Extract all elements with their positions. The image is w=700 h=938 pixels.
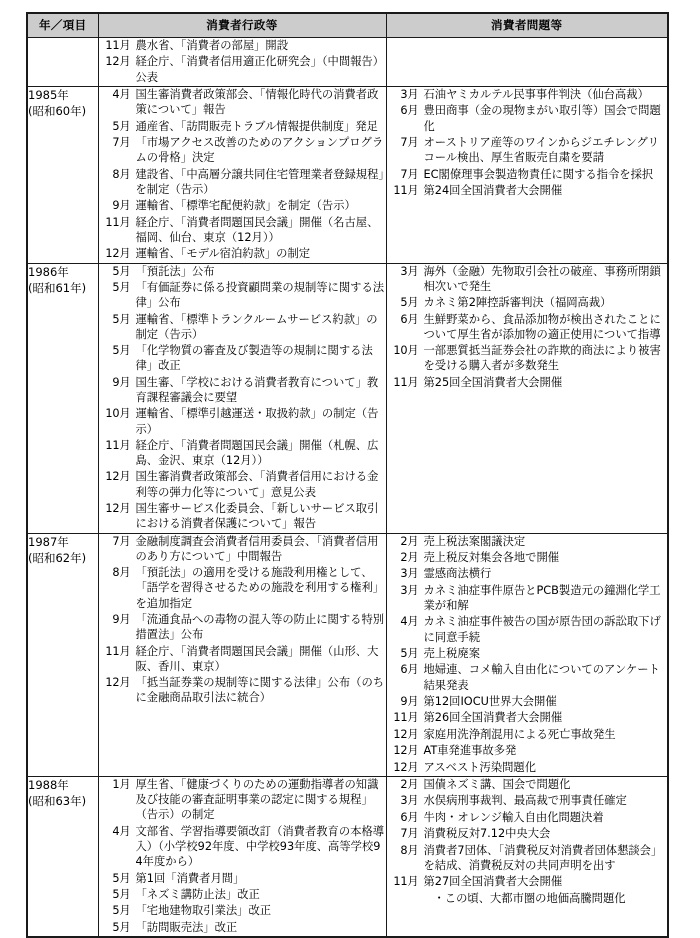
- event-text: 経企庁、「消費者信用適正化研究会」（中間報告）公表: [135, 55, 385, 84]
- event-month: 5月: [112, 119, 131, 133]
- event-month: 11月: [393, 875, 419, 889]
- event-month: 10月: [393, 344, 419, 358]
- event-month: 5月: [112, 344, 131, 358]
- event-entry: [99, 135, 386, 165]
- event-entry: [387, 743, 668, 758]
- event-entry: [387, 710, 668, 725]
- event-month: 11月: [105, 438, 131, 452]
- event-month: 12月: [393, 727, 419, 741]
- event-month: 2月: [400, 534, 419, 548]
- event-text: EC閣僚理事会製造物責任に関する指令を採択: [423, 167, 654, 181]
- event-month: 11月: [105, 39, 131, 52]
- event-entry: [99, 167, 386, 197]
- year-western: 1985年: [28, 87, 69, 102]
- event-text: 「抵当証券業の規制等に関する法律」公布（のちに金融商品取引法に統合）: [135, 676, 385, 705]
- event-entry: [387, 810, 668, 825]
- event-text: 国債ネズミ講、国会で問題化: [423, 777, 571, 791]
- event-text: 経企庁、「消費者問題国民会議」開催（札幌、広島、金沢、東京（12月））: [135, 438, 379, 468]
- event-month: 6月: [400, 104, 419, 118]
- event-text: 消費税反対7.12中央大会: [423, 827, 551, 841]
- event-text: カネミ油症事件被告の国が原告団の訴訟取下げに同意手続: [423, 615, 661, 644]
- event-month: 5月: [112, 312, 131, 326]
- event-entry: [99, 903, 386, 918]
- event-text: 「ネズミ講防止法」改正: [135, 887, 260, 901]
- event-entry: [99, 871, 386, 886]
- event-month: 2月: [400, 777, 419, 791]
- event-text: 国生審消費者政策部会、「消費者信用における金利等の弾力化等について」意見公表: [135, 470, 379, 499]
- column-header-year: 年／項目: [27, 13, 98, 38]
- event-text: 「流通食品への毒物の混入等の防止に関する特別措置法」公布: [135, 613, 385, 642]
- event-entry: [99, 824, 386, 870]
- event-entry: [99, 644, 386, 674]
- event-entry: [99, 87, 386, 117]
- table-body: [27, 38, 668, 938]
- table-row: [27, 776, 668, 937]
- consumer-administration-cell: [98, 38, 386, 87]
- event-month: 5月: [112, 904, 131, 918]
- header-row: [27, 13, 668, 38]
- event-month: 9月: [112, 199, 131, 213]
- event-month: 6月: [400, 312, 419, 326]
- event-text: 運輸省、「標準引越運送・取扱約款」の制定（告示）: [135, 407, 379, 436]
- event-text: 運輸省、「標準宅配便約款」を制定（告示）: [135, 199, 356, 213]
- year-western: 1986年: [28, 264, 69, 279]
- event-text: 生鮮野菜から、食品添加物が検出されたことについて厚生省が添加物の適正使用について指導: [423, 312, 661, 341]
- event-month: 10月: [105, 407, 131, 421]
- event-month: 7月: [400, 827, 419, 841]
- event-entry: [99, 54, 386, 84]
- event-entry: [387, 534, 668, 549]
- event-text: カネミ第2陣控訴審判決（福岡高裁）: [423, 296, 612, 310]
- event-month: 12月: [105, 55, 131, 69]
- event-text: 第25回全国消費者大会開催: [423, 375, 563, 389]
- event-list: [99, 777, 386, 935]
- event-text: 「預託法」の適用を受ける施設利用権として、「語学を習得させるための施設を利用する権利」を追加指定: [135, 566, 385, 610]
- event-text: 水俣病刑事裁判、最高裁で刑事責任確定: [423, 794, 627, 808]
- event-entry: [387, 614, 668, 644]
- event-text: 消費者7団体、「消費税反対消費者団体懇談会」を結成、消費税反対の共同声明を出す: [423, 843, 663, 872]
- event-entry: [387, 167, 668, 182]
- event-entry: [387, 826, 668, 841]
- event-text: オーストリア産等のワインからジエチレングリコール検出、厚生省販売自粛を要請: [423, 135, 660, 165]
- event-month: 4月: [112, 87, 131, 101]
- event-month: 8月: [112, 167, 131, 181]
- event-month: 3月: [400, 264, 419, 278]
- year-western: 1988年: [28, 777, 69, 792]
- consumer-issues-cell: [386, 263, 668, 533]
- event-month: 11月: [105, 215, 131, 229]
- event-list: [99, 534, 386, 706]
- event-text: 「訪問販売法」改正: [135, 920, 238, 934]
- year-era: (昭和61年): [28, 280, 87, 295]
- event-entry: [387, 103, 668, 133]
- event-entry: [387, 343, 668, 373]
- event-entry: [387, 375, 668, 390]
- event-month: 5月: [112, 871, 131, 885]
- event-entry: [387, 891, 668, 906]
- event-month: 9月: [400, 695, 419, 709]
- event-entry: [387, 135, 668, 165]
- event-text: ・この頃、大都市圏の地価高騰問題化: [433, 891, 626, 905]
- event-month: 11月: [393, 711, 419, 725]
- event-month: 3月: [400, 567, 419, 581]
- event-entry: [387, 662, 668, 692]
- event-entry: [387, 874, 668, 889]
- event-text: アスベスト汚染問題化: [423, 760, 537, 774]
- event-list: [387, 87, 668, 198]
- table-row: [27, 533, 668, 776]
- event-text: 売上税反対集会各地で開催: [423, 551, 560, 565]
- event-month: 5月: [400, 296, 419, 310]
- column-header-consumer-administration: 消費者行政等: [98, 13, 386, 38]
- event-month: 5月: [112, 887, 131, 901]
- event-entry: [99, 312, 386, 342]
- event-entry: [387, 295, 668, 310]
- event-text: 牛肉・オレンジ輸入自由化問題決着: [423, 810, 604, 824]
- event-entry: [99, 920, 386, 935]
- event-text: 第12回IOCU世界大会開催: [423, 695, 557, 709]
- event-month: 11月: [105, 644, 131, 658]
- event-text: 国生審消費者政策部会、「情報化時代の消費者政策について」報告: [135, 87, 379, 117]
- year-western: 1987年: [28, 534, 69, 549]
- event-month: 12月: [105, 247, 131, 261]
- year-cell: [27, 38, 98, 87]
- event-entry: [99, 198, 386, 213]
- event-text: 文部省、学習指導要領改訂（消費者教育の本格導入）（小学校92年度、中学校93年度、高等学校94年度から）: [135, 824, 385, 869]
- event-month: 7月: [400, 167, 419, 181]
- event-text: 第27回全国消費者大会開催: [423, 875, 563, 889]
- event-text: 「有価証券に係る投資顧問業の規制等に関する法律」公布: [135, 280, 385, 310]
- year-cell: [27, 776, 98, 937]
- year-cell: [27, 86, 98, 263]
- event-entry: [99, 119, 386, 134]
- event-entry: [99, 438, 386, 468]
- event-month: 3月: [400, 87, 419, 101]
- event-month: 7月: [112, 135, 131, 149]
- year-cell: [27, 533, 98, 776]
- event-list: [387, 264, 668, 390]
- event-text: 建設省、「中高層分譲共同住宅管理業者登録規程」を制定（告示）: [135, 167, 385, 196]
- event-entry: [99, 264, 386, 279]
- event-text: 「宅地建物取引業法」改正: [135, 904, 272, 918]
- event-entry: [387, 646, 668, 661]
- consumer-administration-cell: [98, 263, 386, 533]
- event-entry: [387, 312, 668, 342]
- event-entry: [387, 183, 668, 198]
- table-header: [27, 13, 668, 38]
- year-era: (昭和63年): [28, 793, 87, 808]
- event-text: 国生審、「学校における消費者教育について」教育課程審議会に要望: [135, 375, 379, 404]
- event-entry: [99, 280, 386, 310]
- event-entry: [387, 87, 668, 102]
- consumer-administration-cell: [98, 86, 386, 263]
- event-month: 2月: [400, 551, 419, 565]
- event-entry: [99, 565, 386, 611]
- consumer-administration-cell: [98, 533, 386, 776]
- event-entry: [387, 793, 668, 808]
- event-text: 豊田商事（金の現物まがい取引等）国会で問題化: [423, 104, 661, 133]
- event-entry: [387, 760, 668, 775]
- consumer-issues-cell: [386, 86, 668, 263]
- event-entry: [387, 727, 668, 742]
- event-month: 7月: [400, 135, 419, 149]
- event-text: 経企庁、「消費者問題国民会議」開催（名古屋、福岡、仙台、東京（12月））: [135, 215, 379, 244]
- year-era: (昭和60年): [28, 103, 87, 118]
- event-entry: [387, 550, 668, 565]
- event-list: [99, 38, 386, 85]
- event-entry: [387, 566, 668, 581]
- event-month: 12月: [393, 760, 419, 774]
- event-text: 経企庁、「消費者問題国民会議」開催（山形、大阪、香川、東京）: [135, 644, 379, 673]
- event-month: 11月: [393, 375, 419, 389]
- event-list: [387, 534, 668, 775]
- event-text: 家庭用洗浄剤混用による死亡事故発生: [423, 727, 616, 741]
- event-text: 霊感商法横行: [423, 567, 492, 581]
- event-text: 農水省、「消費者の部屋」開設: [135, 39, 289, 52]
- event-entry: [99, 675, 386, 705]
- event-entry: [99, 887, 386, 902]
- event-entry: [99, 777, 386, 823]
- event-month: 6月: [400, 810, 419, 824]
- event-entry: [99, 469, 386, 499]
- event-month: 4月: [400, 615, 419, 629]
- event-month: 5月: [112, 920, 131, 934]
- event-entry: [99, 534, 386, 564]
- event-text: 通産省、「訪問販売トラブル情報提供制度」発足: [135, 119, 378, 133]
- event-text: 地婦連、コメ輸入自由化についてのアンケート結果発表: [423, 663, 660, 692]
- event-text: 第1回「消費者月間」: [135, 871, 245, 885]
- event-month: 5月: [112, 264, 131, 278]
- event-text: 運輸省、「モデル宿泊約款」の制定: [135, 247, 311, 261]
- event-list: [99, 87, 386, 261]
- column-header-consumer-issues: 消費者問題等: [386, 13, 668, 38]
- event-month: 12月: [105, 470, 131, 484]
- event-text: 運輸省、「標準トランクルームサービス約款」の制定（告示）: [135, 312, 378, 341]
- event-entry: [99, 38, 386, 53]
- event-entry: [387, 843, 668, 873]
- event-month: 12月: [393, 744, 419, 758]
- event-entry: [99, 501, 386, 531]
- event-text: 売上税廃案: [423, 647, 480, 661]
- event-month: 8月: [400, 843, 419, 857]
- event-entry: [99, 215, 386, 245]
- event-text: 「市場アクセス改善のためのアクションプログラムの骨格」決定: [135, 135, 384, 165]
- event-month: 3月: [400, 583, 419, 597]
- event-text: 海外（金融）先物取引会社の破産、事務所閉鎖相次いで発生: [423, 264, 661, 293]
- event-entry: [387, 777, 668, 792]
- event-month: 9月: [112, 375, 131, 389]
- event-month: 12月: [105, 502, 131, 516]
- consumer-affairs-chronology-table: [26, 12, 669, 938]
- event-text: 「預託法」公布: [135, 264, 215, 278]
- event-text: AT車発進事故多発: [423, 744, 517, 758]
- event-text: 第26回全国消費者大会開催: [423, 711, 563, 725]
- event-list: [387, 777, 668, 906]
- event-month: 4月: [112, 824, 131, 838]
- event-month: 5月: [400, 647, 419, 661]
- event-text: カネミ油症事件原告とPCB製造元の鐘淵化学工業が和解: [423, 583, 661, 613]
- event-month: 8月: [112, 566, 131, 580]
- event-month: 6月: [400, 663, 419, 677]
- consumer-administration-cell: [98, 776, 386, 937]
- event-month: 1月: [112, 777, 131, 791]
- table-row: [27, 86, 668, 263]
- table-row: [27, 263, 668, 533]
- event-month: 5月: [112, 280, 131, 294]
- event-month: 3月: [400, 794, 419, 808]
- event-text: 売上税法案閣議決定: [423, 534, 526, 548]
- event-entry: [99, 375, 386, 405]
- event-entry: [387, 583, 668, 613]
- event-text: 第24回全国消費者大会開催: [423, 183, 563, 197]
- event-entry: [387, 264, 668, 294]
- event-list: [99, 264, 386, 532]
- event-text: 金融制度調査会消費者信用委員会、「消費者信用のあり方について」中間報告: [135, 534, 379, 563]
- event-entry: [387, 694, 668, 709]
- year-cell: [27, 263, 98, 533]
- consumer-issues-cell: [386, 533, 668, 776]
- consumer-issues-cell: [386, 776, 668, 937]
- event-month: 9月: [112, 613, 131, 627]
- event-text: 「化学物質の審査及び製造等の規制に関する法律」改正: [135, 344, 373, 373]
- consumer-issues-cell: [386, 38, 668, 87]
- event-entry: [99, 612, 386, 642]
- event-month: 7月: [112, 534, 131, 548]
- table-row: [27, 38, 668, 87]
- event-entry: [99, 406, 386, 436]
- event-entry: [99, 246, 386, 261]
- event-text: 国生審サービス化委員会、「新しいサービス取引における消費者保護について」報告: [135, 502, 379, 531]
- event-month: 11月: [393, 183, 419, 197]
- event-text: 一部悪質抵当証券会社の詐欺的商法により被害を受ける購入者が多数発生: [423, 344, 661, 373]
- event-text: 厚生省、「健康づくりのための運動指導者の知識及び技能の審査証明事業の認定に関する規程」（告示）の制定: [135, 777, 379, 822]
- event-month: 12月: [105, 676, 131, 690]
- event-text: 石油ヤミカルテル民事事件判決（仙台高裁）: [423, 87, 649, 101]
- event-entry: [99, 343, 386, 373]
- year-era: (昭和62年): [28, 550, 87, 565]
